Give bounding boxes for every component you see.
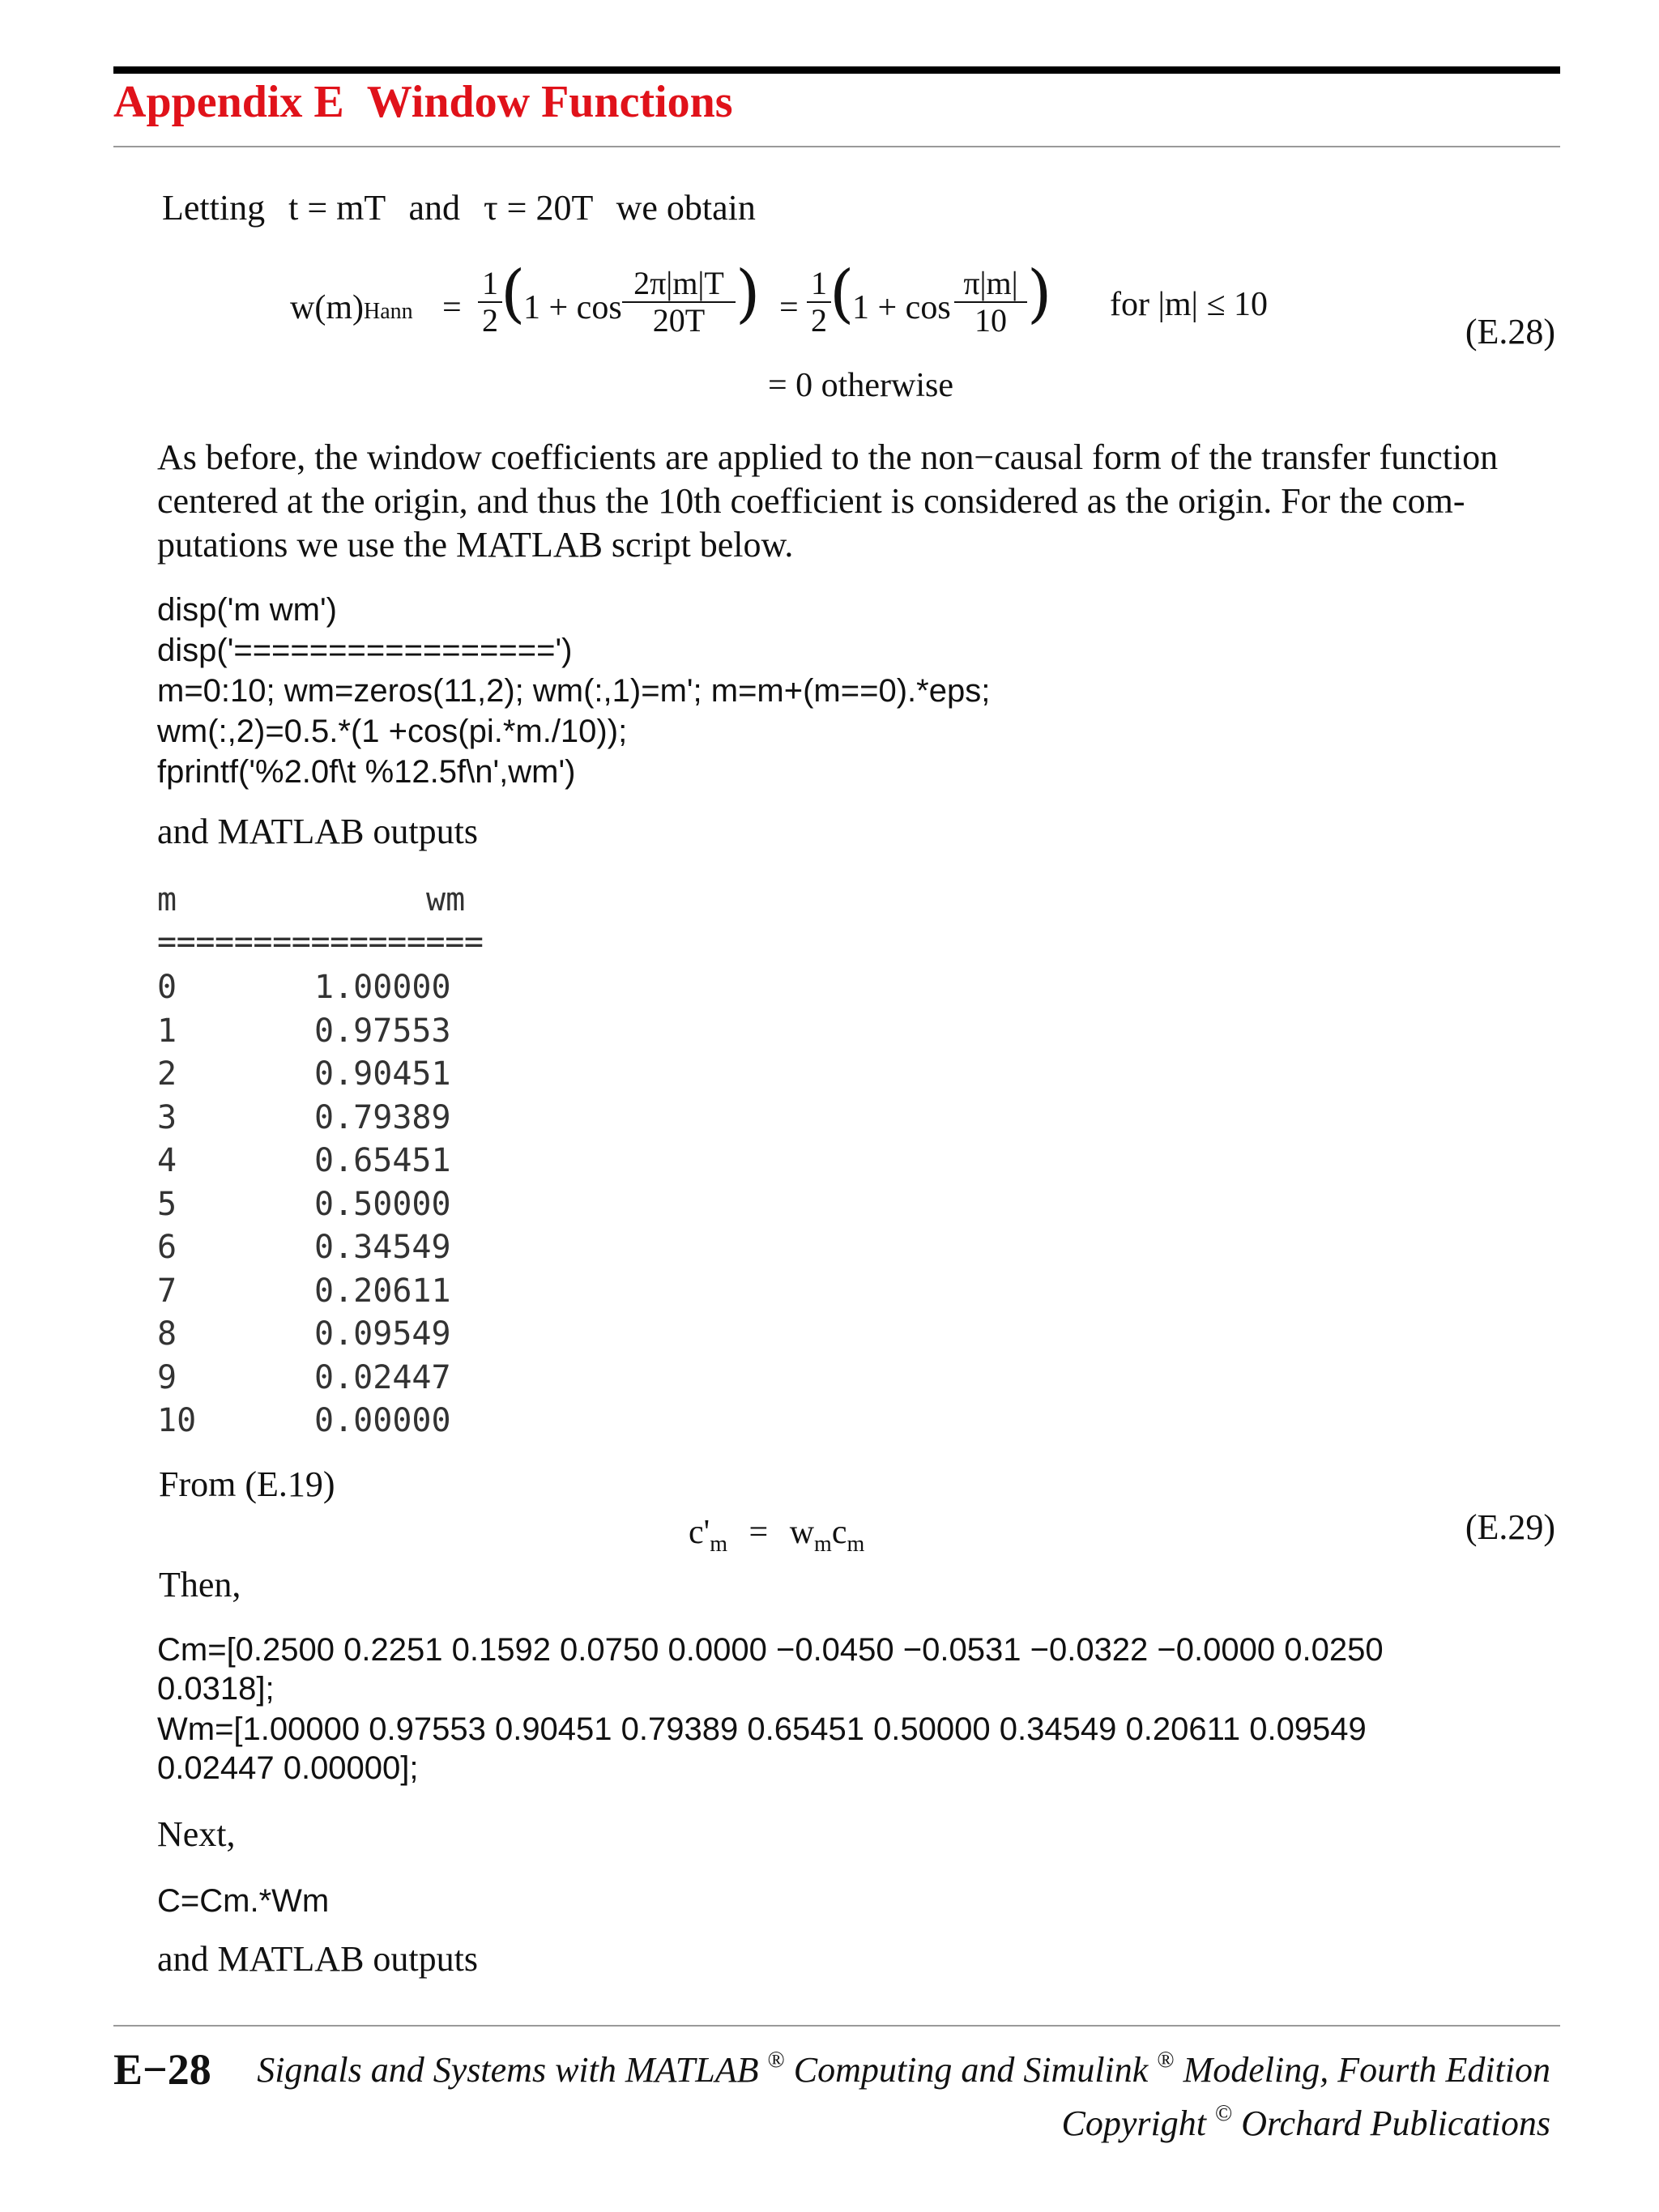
- eq28-frac-2: [954, 266, 1027, 339]
- script2-line-1: Cm=[0.2500 0.2251 0.1592 0.0750 0.0000 −0.0450 −0.0531 −0.0322 −0.0000 0.0250: [157, 1632, 1384, 1668]
- copyright-label: Copyright: [1061, 2103, 1206, 2143]
- table-cell-wm: 1.00000: [314, 969, 451, 1006]
- table-cell-m: 5: [157, 1186, 177, 1223]
- chapter-title: Window Functions: [366, 77, 733, 127]
- copyright-symbol: ©: [1215, 2101, 1233, 2126]
- footer-book-title: [257, 2048, 1550, 2091]
- next-label: Next,: [157, 1814, 236, 1854]
- eq29-lhs: c': [689, 1514, 710, 1551]
- header-bottom-rule: [113, 146, 1560, 147]
- paragraph-line-3: putations we use the MATLAB script below.: [157, 525, 794, 565]
- eq28-lhs: [290, 288, 413, 327]
- eq28-condition: for |m| ≤ 10: [1110, 286, 1269, 323]
- table-cell-m: 6: [157, 1229, 177, 1266]
- table-cell-m: 1: [157, 1012, 177, 1050]
- eq28-half-1: [478, 266, 502, 339]
- table-cell-m: 8: [157, 1315, 177, 1353]
- table-cell-m: 0: [157, 969, 177, 1006]
- paragraph-line-1: As before, the window coefficients are applied to the non−causal form of the transfer function: [157, 437, 1499, 477]
- eq29-c-sub: m: [847, 1532, 865, 1557]
- table-cell-wm: 0.97553: [314, 1012, 451, 1050]
- intro-tau-eq: τ = 20T: [483, 188, 593, 228]
- intro-line: [162, 186, 756, 230]
- table-cell-wm: 0.00000: [314, 1402, 451, 1439]
- footer-copyright: [1062, 2101, 1550, 2144]
- table-header-m: m: [157, 881, 177, 918]
- eq28-paren-close-2: ): [1027, 258, 1052, 330]
- table-cell-wm: 0.20611: [314, 1272, 451, 1310]
- script3-line: C=Cm.*Wm: [157, 1883, 330, 1919]
- eq28-half-1-num: 1: [478, 266, 502, 303]
- then-label: Then,: [159, 1565, 241, 1605]
- table-cell-wm: 0.65451: [314, 1142, 451, 1179]
- from-reference: From (E.19): [159, 1464, 335, 1504]
- eq28-number: (E.28): [1465, 312, 1555, 352]
- chapter-heading: [113, 76, 733, 128]
- outputs-label-2: and MATLAB outputs: [157, 1939, 478, 1979]
- paragraph-line-2: centered at the origin, and thus the 10th coefficient is considered as the origin. For the com-: [157, 481, 1465, 521]
- eq28-paren-open-1: (: [501, 258, 526, 330]
- table-header-wm: wm: [426, 881, 466, 918]
- chapter-label: Appendix E: [113, 77, 344, 127]
- eq28-one-plus-cos-1: 1 + cos: [523, 289, 622, 326]
- footer-title-c: Modeling, Fourth Edition: [1183, 2050, 1550, 2090]
- table-cell-wm: 0.09549: [314, 1315, 451, 1353]
- eq28-frac-1-num: 2π|m|T: [622, 266, 736, 303]
- registered-mark-1: ®: [767, 2048, 785, 2073]
- eq28-half-1-den: 2: [482, 302, 498, 339]
- eq28-otherwise: = 0 otherwise: [768, 367, 953, 404]
- eq28-frac-2-den: 10: [975, 302, 1007, 339]
- script2-line-3: Wm=[1.00000 0.97553 0.90451 0.79389 0.65451 0.50000 0.34549 0.20611 0.09549: [157, 1711, 1367, 1747]
- eq28-paren-open-2: (: [830, 258, 855, 330]
- table-cell-m: 4: [157, 1142, 177, 1179]
- eq28-equals-2: =: [779, 289, 799, 326]
- outputs-label-1: and MATLAB outputs: [157, 812, 478, 851]
- table-cell-wm: 0.02447: [314, 1359, 451, 1396]
- intro-t-eq: t = mT: [288, 188, 386, 228]
- eq29-lhs-sub: m: [710, 1532, 727, 1557]
- footer-title-b: Computing and Simulink: [793, 2050, 1149, 2090]
- script1-line-4: wm(:,2)=0.5.*(1 +cos(pi.*m./10));: [157, 714, 628, 749]
- eq28-equals-1: =: [442, 289, 462, 326]
- eq28-half-2-den: 2: [811, 302, 827, 339]
- footer-rule: [113, 2025, 1560, 2027]
- publisher-name: Orchard Publications: [1241, 2103, 1550, 2143]
- table-cell-m: 2: [157, 1055, 177, 1093]
- eq28-one-plus-cos-2: 1 + cos: [852, 289, 951, 326]
- eq29: [689, 1513, 864, 1558]
- table-cell-wm: 0.79389: [314, 1099, 451, 1136]
- intro-letting: Letting: [162, 188, 266, 228]
- script1-line-1: disp('m wm'): [157, 592, 337, 628]
- script1-line-2: disp('================='): [157, 633, 573, 668]
- intro-and: and: [408, 188, 460, 228]
- eq29-c: c: [831, 1514, 847, 1551]
- intro-obtain: we obtain: [616, 188, 756, 228]
- eq28-frac-1: [622, 266, 736, 339]
- table-cell-wm: 0.50000: [314, 1186, 451, 1223]
- script2-line-4: 0.02447 0.00000];: [157, 1750, 419, 1786]
- eq28-lhs-w: w(m): [290, 289, 364, 326]
- table-cell-m: 9: [157, 1359, 177, 1396]
- eq28-half-2-num: 1: [807, 266, 831, 303]
- script1-line-5: fprintf('%2.0f\t %12.5f\n',wm'): [157, 754, 576, 790]
- page-number: E−28: [113, 2045, 211, 2094]
- table-cell-m: 7: [157, 1272, 177, 1310]
- eq28-half-2: [807, 266, 831, 339]
- table-separator: =================: [157, 923, 484, 961]
- eq29-w: w: [789, 1514, 815, 1551]
- eq28-paren-close-1: ): [736, 258, 761, 330]
- script2-line-2: 0.0318];: [157, 1671, 275, 1707]
- eq29-number: (E.29): [1465, 1507, 1555, 1547]
- registered-mark-2: ®: [1157, 2048, 1175, 2073]
- table-cell-m: 3: [157, 1099, 177, 1136]
- table-cell-wm: 0.90451: [314, 1055, 451, 1093]
- eq28-lhs-sub: Hann: [363, 299, 413, 324]
- script1-line-3: m=0:10; wm=zeros(11,2); wm(:,1)=m'; m=m+(m==0).*eps;: [157, 673, 991, 709]
- header-top-rule: [113, 66, 1560, 74]
- eq29-equals: =: [748, 1514, 769, 1551]
- eq28-frac-1-den: 20T: [652, 302, 706, 339]
- eq28-frac-2-num: π|m|: [954, 266, 1027, 303]
- table-cell-m: 10: [157, 1402, 197, 1439]
- footer-title-a: Signals and Systems with MATLAB: [257, 2050, 759, 2090]
- eq29-w-sub: m: [814, 1532, 832, 1557]
- table-cell-wm: 0.34549: [314, 1229, 451, 1266]
